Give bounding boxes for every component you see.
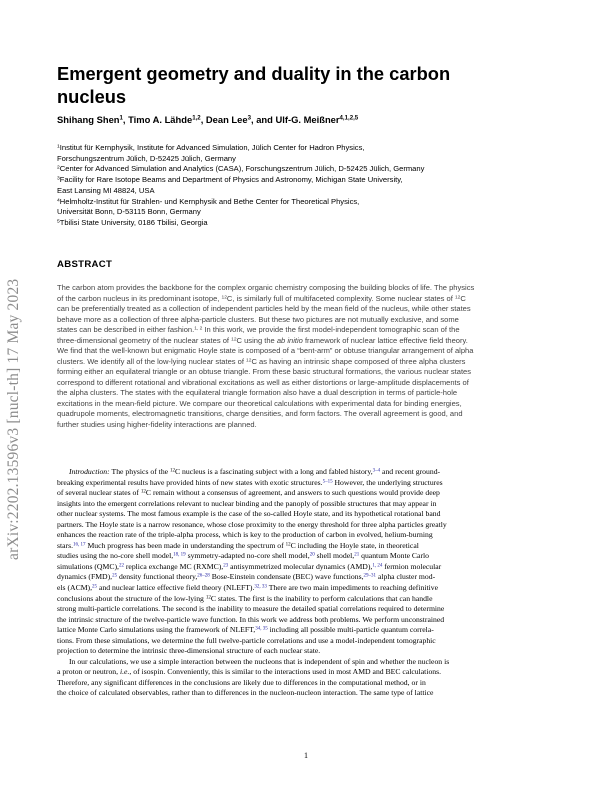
text-run: quantum Monte Carlo (359, 551, 430, 561)
affiliation-line: East Lansing MI 48824, USA (57, 185, 155, 195)
text-run: There are two main impediments to reaching definitive (266, 583, 438, 593)
body-line (57, 667, 555, 678)
affiliation-list (57, 143, 557, 229)
body-line (57, 594, 555, 605)
abstract-line (57, 420, 555, 431)
text-run: projection to determine the intrinsic three-dimensional structure of each nuclear state. (57, 646, 321, 656)
affiliation (57, 143, 557, 164)
text-run: alpha cluster mod- (376, 572, 436, 582)
author-separator: , (200, 114, 206, 125)
text-run: The physics of the (109, 467, 170, 476)
text-run: dynamics (FMD), (57, 572, 113, 582)
text-run: C using the (236, 335, 277, 345)
abstract-line (57, 315, 555, 326)
text-run: enhances the reaction rate of the triple-alpha process, which is key to the production of carbon in evolved, helium-burning (57, 530, 433, 540)
citation-link[interactable]: 22 (118, 563, 124, 569)
affiliation-line: Helmholtz-Institut für Strahlen- und Kernphysik and Bethe Center for Theoretical Physics, (59, 196, 360, 206)
text-run: quadrupole moments, electromagnetic transitions, charge densities, and form factors. The overall agreement is good, and (57, 409, 463, 418)
body-line (57, 520, 555, 531)
superscript: 12 (246, 357, 252, 363)
citation-link[interactable]: 21 (354, 552, 360, 558)
body-line (57, 467, 555, 478)
affiliation-marker: 3 (57, 176, 60, 182)
citation-link[interactable]: 3–4 (372, 468, 381, 474)
italic-text: Introduction: (69, 467, 110, 476)
author (57, 114, 128, 125)
abstract-line (57, 367, 555, 378)
text-run: C as having an intrinsic shape composed of three alpha clusters (251, 356, 466, 366)
body-line (57, 615, 555, 626)
affiliation-line: Forschungszentrum Jülich, D-52425 Jülich, Germany (57, 153, 236, 163)
text-run: conclusions about the structure of the low-lying (57, 593, 206, 603)
text-run: C (460, 293, 466, 303)
author-name: Shihang Shen (57, 114, 120, 125)
body-line (57, 625, 555, 636)
affiliation-line: Tbilisi State University, 0186 Tbilisi, Georgia (59, 217, 208, 227)
body-line (57, 509, 555, 520)
text-run: a proton or neutron, (57, 667, 120, 677)
text-run: replica exchange MC (RXMC), (123, 561, 224, 571)
author-affiliation-marker: 1 (119, 114, 123, 122)
text-run: can be preferentially treated as a collection of independent particles held by the mean field of the nucleus, while other states (57, 304, 471, 313)
text-run: of the carbon nucleus in its predominant isotope, (57, 293, 222, 303)
citation-link[interactable]: 25 (112, 573, 118, 579)
text-run: C including the Hoyle state, in theoretical (290, 540, 419, 550)
author-separator: , (122, 114, 129, 125)
author-affiliation-marker: 3 (247, 114, 251, 122)
text-run: symmetry-adapted no-core shell model, (185, 551, 310, 561)
body-line (57, 541, 555, 552)
text-run: C nucleus is a fascinating subject with a long and fabled history, (175, 467, 373, 476)
abstract-line (57, 399, 555, 410)
author (275, 114, 358, 125)
abstract-line (57, 283, 555, 294)
citation-link[interactable]: 20 (309, 552, 315, 558)
text-run: strong multi-particle correlations. The second is the inability to measure the detailed spatial correlations required to determine (57, 604, 445, 614)
text-run: the choice of calculated observables, rather than to differences in the nucleon-nucleon interaction. The same type of lattice (57, 688, 434, 698)
author-affiliation-marker: 1,2 (192, 114, 201, 122)
body-line (57, 604, 555, 615)
text-run: antisymmetrized molecular dynamics (AMD), (228, 561, 373, 571)
abstract-line (57, 409, 555, 420)
text-run: three-dimensional geometry of the nuclear states of (57, 335, 232, 345)
author-list (57, 114, 557, 126)
body-line (57, 551, 555, 562)
text-run: of several nuclear states of (57, 488, 141, 498)
citation-link[interactable]: 32, 33 (254, 584, 267, 590)
text-run: C remain without a consensus of agreement, and answers to such questions would provide deep (145, 488, 440, 498)
citation-link[interactable]: 25 (92, 584, 98, 590)
superscript: 12 (221, 294, 227, 300)
page-number: 1 (304, 751, 308, 760)
text-run: simulations (QMC), (57, 561, 119, 571)
citation-link[interactable]: 18, 19 (173, 552, 186, 558)
text-run: shell model, (314, 551, 355, 561)
text-run: In this work, we provide the first model-independent tomographic scan of the (202, 325, 460, 334)
author (206, 114, 276, 125)
citation-link[interactable]: 16, 17 (73, 542, 86, 548)
superscript: 1, 2 (194, 326, 203, 332)
body-line (57, 499, 555, 510)
citation-link[interactable]: 34, 35 (255, 626, 268, 632)
text-run: the intrinsic structure of the twelve-particle wave function. In this work we address both problems. We perform unconstrained (57, 614, 445, 624)
text-run: els (ACM), (57, 583, 93, 593)
text-run: We find that the well-known but enigmatic Hoyle state is composed of a “bent-arm” or obtuse triangular arrangement of alpha (57, 346, 474, 355)
text-run: Bose-Einstein condensate (BEC) wave functions, (209, 572, 364, 582)
author-name: Dean Lee (205, 114, 248, 125)
text-run: partners. The Hoyle state is a narrow resonance, whose close proximity to the energy threshold for three alpha particles greatly (57, 519, 447, 529)
affiliation-line: Facility for Rare Isotope Beams and Department of Physics and Astronomy, Michigan State University, (59, 175, 403, 185)
superscript: 12 (205, 594, 211, 600)
text-run: Much progress has been made in understanding the spectrum of (85, 540, 286, 550)
citation-link[interactable]: 29–31 (363, 573, 377, 579)
abstract-line (57, 294, 555, 305)
text-run: further studies using higher-fidelity interactions are planned. (57, 419, 257, 429)
text-run: other nuclear systems. The most famous example is the case of the so-called Hoyle state, and its hypothetical rotational band (57, 509, 441, 519)
text-run: breaking experimental results have provided hints of new states with exotic structures. (57, 477, 323, 487)
text-run: tions. From these simulations, we determine the full twelve-particle correlations and use a model-independent tomographic (57, 635, 436, 645)
text-run: framework of nuclear lattice effective field theory. (302, 335, 468, 345)
text-run: correspond to different rotational and vibrational excitations as well as either distortions or large-amplitude displacements of (57, 377, 469, 387)
affiliation (57, 175, 557, 196)
text-run: and recent ground- (380, 467, 441, 476)
citation-link[interactable]: 5–15 (322, 478, 333, 484)
affiliation-line: Institut für Kernphysik, Institute for Advanced Simulation, Jülich Center for Hadron Physics, (59, 143, 365, 152)
text-run: including all possible multi-particle quantum correla- (267, 625, 434, 635)
body-line (57, 562, 555, 573)
superscript: 12 (140, 489, 146, 495)
affiliation-marker: 1 (57, 144, 60, 150)
abstract-line (57, 336, 555, 347)
text-run: Therefore, any significant differences in the conclusions are likely due to differences in the computational method, or in (57, 677, 426, 687)
body-line (57, 583, 555, 594)
text-run: studies using the no-core shell model, (57, 551, 174, 561)
body-line (57, 636, 555, 647)
text-run: C states. The first is the inability to perform calculations that can handle (210, 593, 433, 603)
author-affiliation-marker: 4,1,2,5 (339, 114, 359, 122)
abstract-text (57, 283, 555, 430)
superscript: 12 (170, 468, 175, 474)
author-name: Timo A. Lähde (128, 114, 193, 125)
abstract-line (57, 388, 555, 399)
text-run: C, is similarly full of multifaceted complexity. Some nuclear states of (226, 293, 455, 303)
text-run: However, the underlying structures (332, 477, 443, 487)
abstract-line (57, 346, 555, 357)
body-line (57, 657, 555, 668)
superscript: 12 (454, 294, 461, 300)
text-run: lattice Monte Carlo simulations using the framework of NLEFT, (57, 625, 256, 635)
body-line (57, 678, 555, 689)
text-run: states can be described in either fashion. (57, 325, 195, 334)
italic-text: i.e. (119, 667, 130, 677)
abstract-line (57, 304, 555, 315)
body-line (57, 688, 555, 699)
citation-link[interactable]: 23 (223, 563, 229, 569)
text-run: density functional theory, (117, 572, 198, 582)
body-line (57, 478, 555, 489)
text-run: fermion molecular (382, 561, 442, 571)
affiliation-marker: 2 (57, 165, 60, 171)
text-run: clusters. We identify all of the low-lying nuclear states of (57, 356, 247, 366)
author-separator: , and (250, 114, 276, 125)
body-line (57, 646, 555, 657)
text-run: , of isospin. Conveniently, this is similar to the interactions used in most AMD and BEC calculations. (129, 667, 442, 677)
body-line (57, 488, 555, 499)
affiliation-line: Universität Bonn, D-53115 Bonn, Germany (57, 207, 201, 217)
italic-text: ab initio (276, 335, 303, 345)
affiliation (57, 164, 557, 175)
abstract-line (57, 378, 555, 389)
text-run: In our calculations, we use a simple interaction between the nucleons that is independent of spin and whether the nucleon is (69, 656, 450, 666)
body-line (57, 530, 555, 541)
affiliation (57, 197, 557, 218)
body-text-introduction (57, 467, 555, 699)
text-run: The carbon atom provides the backbone for the complex organic chemistry composing the building blocks of life. The physics (57, 283, 475, 292)
affiliation-line: Center for Advanced Simulation and Analytics (CASA), Forschungszentrum Jülich, D-52425 Jülich, Germany (59, 164, 425, 174)
text-run: stars. (57, 540, 74, 550)
affiliation-marker: 4 (57, 197, 60, 203)
body-line (57, 572, 555, 583)
text-run: insights into the emergent correlations relevant to nuclear binding and the panoply of possible structures that may appear in (57, 498, 437, 508)
paper-title: Emergent geometry and duality in the carbon nucleus (57, 63, 451, 107)
citation-link[interactable]: 1, 24 (372, 563, 383, 569)
superscript: 12 (285, 542, 291, 548)
abstract-line (57, 325, 555, 336)
affiliation (57, 218, 557, 229)
text-run: the alpha clusters. The states with the equilateral triangle formation also have a dual description in terms of particle-hole (57, 388, 458, 397)
superscript: 12 (231, 336, 237, 342)
author-name: Ulf-G. Meißner (275, 114, 340, 125)
text-run: and nuclear lattice effective field theory (NLEFT). (97, 583, 255, 593)
abstract-heading: ABSTRACT (57, 259, 113, 270)
citation-link[interactable]: 26–28 (197, 573, 210, 579)
abstract-line (57, 357, 555, 368)
text-run: forming either an equilateral triangle or an obtuse triangle. From these basic structural formations, the various nuclear states (57, 367, 472, 376)
text-run: excitations in the mean-field picture. We compare our theoretical calculations with experimental data for binding energies, (57, 398, 462, 408)
text-run: behave more as a collection of three alpha-particle clusters. But these two pictures are not mutually exclusive, and some (57, 314, 459, 324)
affiliation-marker: 5 (57, 219, 60, 225)
author (128, 114, 206, 125)
arxiv-identifier-stamp: arXiv:2202.13596v3 [nucl-th] 17 May 2023 (5, 278, 22, 560)
